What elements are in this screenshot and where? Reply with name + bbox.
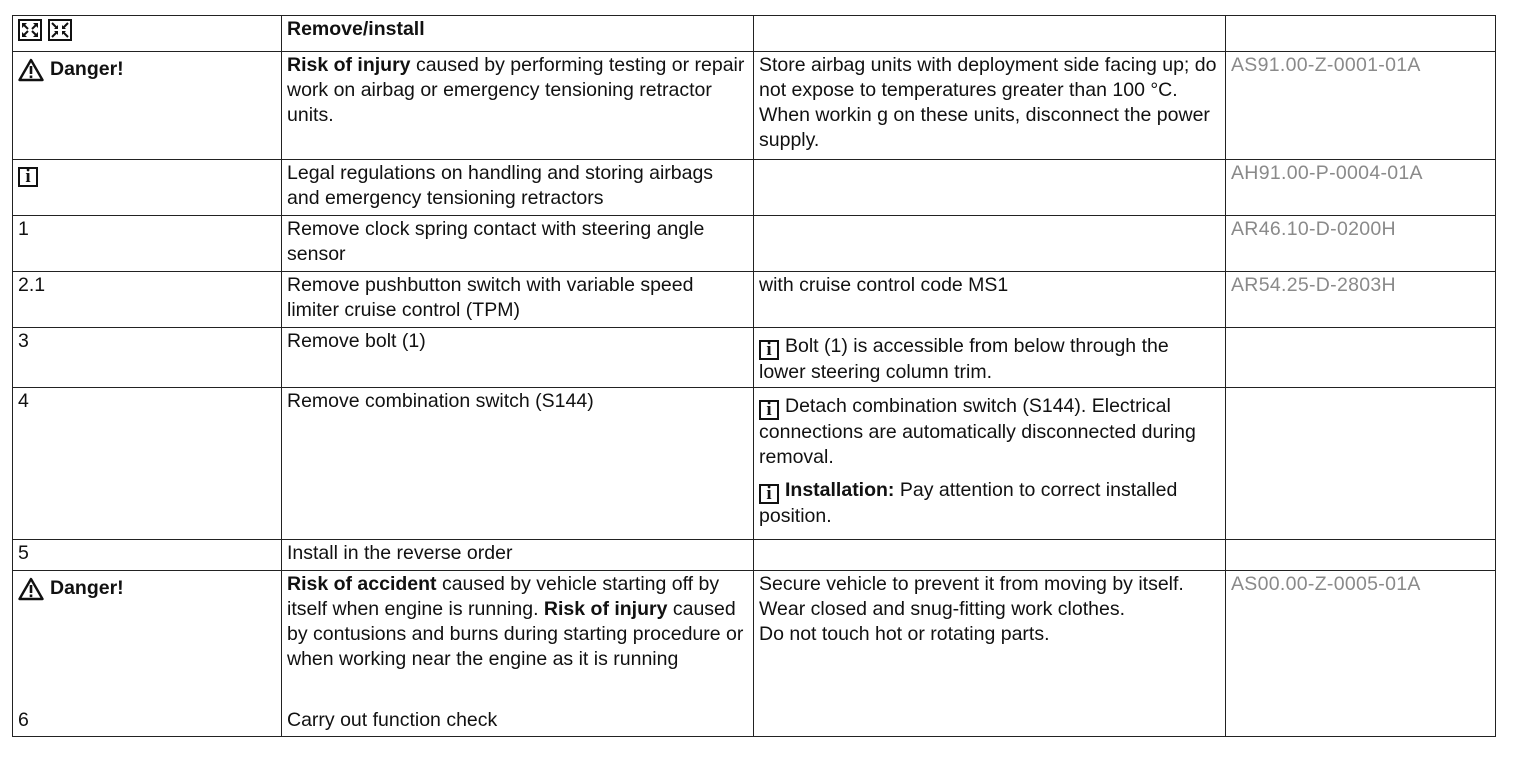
info-icon: i [759, 340, 779, 360]
step-number: 1 [13, 216, 282, 272]
table-row [13, 571, 1496, 737]
note-detach [759, 394, 1220, 470]
desc-cell: Remove combination switch (S144) [282, 388, 754, 540]
risk-lead: Risk of injury [287, 54, 411, 76]
note-cell [754, 540, 1226, 571]
note-cell: with cruise control code MS1 [754, 272, 1226, 328]
note-cell [754, 388, 1226, 540]
step-number: 2.1 [13, 272, 282, 328]
risk-desc-2: caused by contusions and burns during starting procedure or when working near the engine as it is running [287, 598, 744, 670]
info-icon: i [18, 167, 38, 187]
desc-cell [282, 571, 754, 737]
step-number: 3 [13, 328, 282, 388]
table-row [13, 540, 1496, 571]
note-text: Detach combination switch (S144). Electrical connections are automatically disconnected during removal. [759, 395, 1196, 468]
risk-desc: caused by performing testing or repair work on airbag or emergency tensioning retractor units. [287, 54, 745, 126]
note-text: Bolt (1) is accessible from below through the lower steering column trim. [759, 335, 1169, 383]
install-icon [48, 19, 72, 41]
note-cell [754, 571, 1226, 737]
function-check: Carry out function check [287, 709, 498, 731]
table-row [13, 328, 1496, 388]
desc-cell: Legal regulations on handling and storing airbags and emergency tensioning retractors [282, 160, 754, 216]
table-row [13, 52, 1496, 160]
header-empty-cell [754, 16, 1226, 52]
desc-cell: Remove bolt (1) [282, 328, 754, 388]
note-line: Wear closed and snug-fitting work clothes. [759, 598, 1125, 620]
note-line: Secure vehicle to prevent it from moving by itself. [759, 573, 1184, 595]
note-cell [754, 216, 1226, 272]
desc-cell: Install in the reverse order [282, 540, 754, 571]
step-number: 6 [18, 709, 29, 731]
table-row [13, 160, 1496, 216]
danger-label: Danger! [50, 577, 124, 599]
document-reference[interactable]: AS91.00-Z-0001-01A [1226, 52, 1496, 160]
table-row [13, 272, 1496, 328]
label-cell [13, 52, 282, 160]
note-text: Pay attention to correct installed position. [759, 479, 1178, 527]
label-cell [13, 160, 282, 216]
warning-triangle-icon [18, 577, 44, 601]
note-cell [754, 160, 1226, 216]
risk-lead-2: Risk of injury [543, 598, 668, 620]
note-cell [754, 328, 1226, 388]
document-reference[interactable]: AS00.00-Z-0005-01A [1226, 571, 1496, 737]
installation-lead: Installation: [785, 479, 895, 501]
note-cell: Store airbag units with deployment side facing up; do not expose to temperatures greater than 100 °C. When workin g on these units, disconnect the power supply. [754, 52, 1226, 160]
risk-lead: Risk of accident [287, 573, 437, 595]
desc-cell [282, 52, 754, 160]
desc-cell: Remove clock spring contact with steering angle sensor [282, 216, 754, 272]
ref-empty-cell [1226, 388, 1496, 540]
remove-icon [18, 19, 42, 41]
header-empty-ref [1226, 16, 1496, 52]
note-line: Do not touch hot or rotating parts. [759, 623, 1050, 645]
desc-cell: Remove pushbutton switch with variable speed limiter cruise control (TPM) [282, 272, 754, 328]
header-title: Remove/install [282, 16, 754, 52]
table-row [13, 388, 1496, 540]
ref-empty-cell [1226, 540, 1496, 571]
step-number: 4 [13, 388, 282, 540]
procedure-table [12, 15, 1496, 737]
document-reference[interactable]: AH91.00-P-0004-01A [1226, 160, 1496, 216]
danger-label: Danger! [50, 58, 124, 80]
risk-desc: caused by vehicle starting off by itself when engine is running. [287, 573, 720, 620]
header-row [13, 16, 1496, 52]
label-cell [13, 571, 282, 737]
table-row [13, 216, 1496, 272]
note-installation [759, 478, 1220, 529]
warning-triangle-icon [18, 58, 44, 82]
ref-empty-cell [1226, 328, 1496, 388]
document-reference[interactable]: AR54.25-D-2803H [1226, 272, 1496, 328]
step-number: 5 [13, 540, 282, 571]
info-icon: i [759, 484, 779, 504]
info-icon: i [759, 400, 779, 420]
document-reference[interactable]: AR46.10-D-0200H [1226, 216, 1496, 272]
header-icons-cell [13, 16, 282, 52]
